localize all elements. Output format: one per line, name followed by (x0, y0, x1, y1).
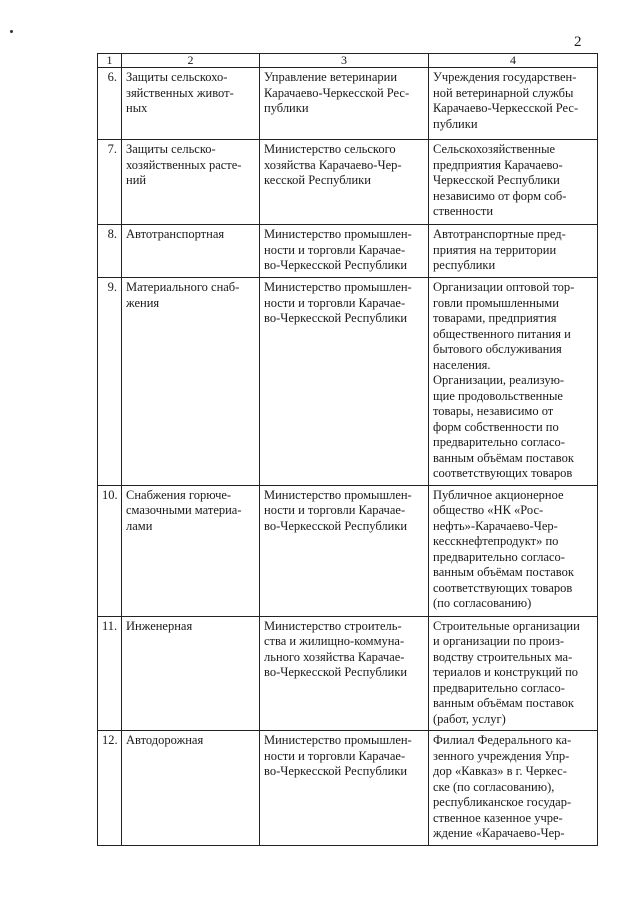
table-row (98, 278, 598, 486)
column-header-2: 2 (122, 54, 260, 68)
services-table (97, 53, 598, 846)
base-organizations: Публичное акционерное общество «НК «Рос- нефть»-Карачаево-Чер- кесскнефтепродукт» по предварительно согласо- ванным объёмам поставок соответствующих товаров (по согласованию) (433, 487, 574, 610)
service-name: Защиты сельскохо- зяйственных живот- ных (126, 70, 234, 115)
row-number: 6. (98, 68, 122, 140)
service-name: Защиты сельско- хозяйственных расте- ний (126, 142, 242, 187)
table-row (98, 225, 598, 278)
responsible-authority: Министерство промышлен- ности и торговли Карачае- во-Черкесской Республики (264, 733, 412, 778)
base-organizations: Организации оптовой тор- говли промышленными товарами, предприятия общественного питания и бытового обслуживания населения. Организации, реализую- щие продовольственные товары, независимо от форм собственности по предварительно согласо- ванным объёмам поставок соответствующих товаров (433, 280, 575, 480)
table-row (98, 731, 598, 846)
service-name: Автотранспортная (126, 227, 225, 241)
responsible-authority: Министерство сельского хозяйства Карачаево-Чер- кесской Республики (264, 142, 402, 187)
service-name: Материального снаб- жения (126, 280, 240, 310)
base-organizations: Сельскохозяйственные предприятия Карачаево- Черкесской Республики независимо от форм соб- ственности (433, 142, 567, 218)
table-body (98, 68, 598, 846)
table-row (98, 616, 598, 731)
responsible-authority: Министерство промышлен- ности и торговли Карачае- во-Черкесской Республики (264, 280, 412, 325)
responsible-authority: Министерство строитель- ства и жилищно-коммуна- льного хозяйства Карачае- во-Черкесской Республики (264, 618, 408, 679)
column-header-1: 1 (98, 54, 122, 68)
row-number: 9. (98, 278, 122, 486)
row-number: 12. (98, 731, 122, 846)
table-row (98, 140, 598, 225)
responsible-authority: Управление ветеринарии Карачаево-Черкесской Рес- публики (264, 70, 410, 115)
service-name: Инженерная (126, 618, 193, 633)
page-number: 2 (574, 34, 582, 50)
header-row (98, 54, 598, 68)
row-number: 7. (98, 140, 122, 225)
base-organizations: Автотранспортные пред- приятия на территории республики (433, 227, 566, 272)
table-row (98, 485, 598, 616)
column-header-4: 4 (429, 54, 598, 68)
service-name: Снабжения горюче- смазочными материа- лами (126, 487, 242, 533)
responsible-authority: Министерство промышлен- ности и торговли Карачае- во-Черкесской Республики (264, 227, 412, 272)
scan-speck (10, 30, 13, 33)
base-organizations: Строительные организации и организации по произ- водству строительных ма- териалов и конструкций по предварительно согласо- ванным объёмам поставок (работ, услуг) (433, 618, 580, 726)
row-number: 8. (98, 225, 122, 278)
service-name: Автодорожная (126, 733, 204, 747)
base-organizations: Филиал Федерального ка- зенного учреждения Упр- дор «Кавказ» в г. Черкес- ске (по согласованию), республиканское государ- ственное казенное учре- ждение «Карачаево-Чер- (433, 733, 572, 840)
table-header (98, 54, 598, 68)
base-organizations: Учреждения государствен- ной ветеринарной службы Карачаево-Черкесской Рес- публики (433, 70, 579, 131)
row-number: 11. (98, 616, 122, 731)
column-header-3: 3 (260, 54, 429, 68)
responsible-authority: Министерство промышлен- ности и торговли Карачае- во-Черкесской Республики (264, 487, 412, 533)
table-row (98, 68, 598, 140)
row-number: 10. (98, 485, 122, 616)
